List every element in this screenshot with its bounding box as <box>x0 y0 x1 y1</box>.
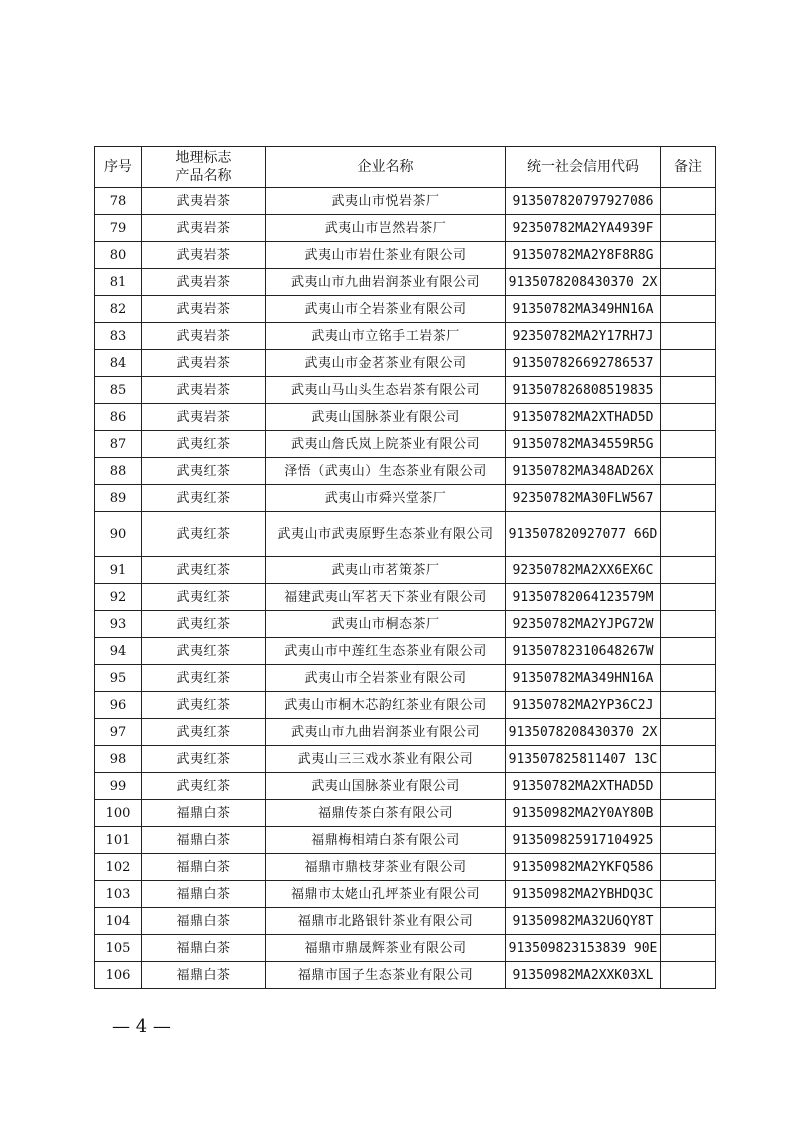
table-row <box>95 485 716 512</box>
company-name-cell: 福鼎传茶白茶有限公司 <box>266 800 506 827</box>
row-number-cell: 104 <box>95 908 142 935</box>
table-row <box>95 800 716 827</box>
product-name-cell: 武夷红茶 <box>142 458 266 485</box>
product-name-cell: 武夷红茶 <box>142 773 266 800</box>
row-number-cell: 80 <box>95 242 142 269</box>
header-product-line2: 产品名称 <box>175 168 232 184</box>
table-row <box>95 908 716 935</box>
remark-cell <box>661 485 716 512</box>
company-name-cell: 福鼎市国子生态茶业有限公司 <box>266 962 506 989</box>
credit-code-cell: 92350782MA30FLW567 <box>506 485 661 512</box>
remark-cell <box>661 800 716 827</box>
row-number-cell: 79 <box>95 215 142 242</box>
remark-cell <box>661 377 716 404</box>
table-row <box>95 638 716 665</box>
table-row <box>95 323 716 350</box>
company-name-cell: 福建武夷山军茗天下茶业有限公司 <box>266 584 506 611</box>
product-name-cell: 武夷岩茶 <box>142 215 266 242</box>
credit-code-cell: 91350782MA2Y8F8R8G <box>506 242 661 269</box>
company-name-cell: 武夷山市金茗茶业有限公司 <box>266 350 506 377</box>
row-number-cell: 91 <box>95 557 142 584</box>
header-product-line1: 地理标志 <box>175 150 232 166</box>
row-number-cell: 92 <box>95 584 142 611</box>
row-number-cell: 103 <box>95 881 142 908</box>
credit-code-cell: 913509825917104925 <box>506 827 661 854</box>
product-name-cell: 武夷红茶 <box>142 512 266 557</box>
table-row <box>95 350 716 377</box>
remark-cell <box>661 458 716 485</box>
row-number-cell: 97 <box>95 719 142 746</box>
company-name-cell: 武夷山市桐木芯韵红茶业有限公司 <box>266 692 506 719</box>
credit-code-cell: 91350982MA32U6QY8T <box>506 908 661 935</box>
remark-cell <box>661 611 716 638</box>
remark-cell <box>661 404 716 431</box>
credit-code-cell: 91350782MA349HN16A <box>506 665 661 692</box>
remark-cell <box>661 935 716 962</box>
company-name-cell: 武夷山市九曲岩润茶业有限公司 <box>266 269 506 296</box>
company-name-cell: 福鼎梅相靖白茶有限公司 <box>266 827 506 854</box>
row-number-cell: 90 <box>95 512 142 557</box>
credit-code-cell: 9135078208430370 2X <box>506 269 661 296</box>
table-header-row <box>95 147 716 188</box>
remark-cell <box>661 188 716 215</box>
credit-code-cell: 91350782MA349HN16A <box>506 296 661 323</box>
row-number-cell: 94 <box>95 638 142 665</box>
company-name-cell: 武夷山市仝岩茶业有限公司 <box>266 665 506 692</box>
credit-code-cell: 92350782MA2YJPG72W <box>506 611 661 638</box>
header-credit-code: 统一社会信用代码 <box>506 147 661 188</box>
product-name-cell: 福鼎白茶 <box>142 854 266 881</box>
product-name-cell: 福鼎白茶 <box>142 962 266 989</box>
remark-cell <box>661 431 716 458</box>
remark-cell <box>661 296 716 323</box>
product-name-cell: 福鼎白茶 <box>142 908 266 935</box>
company-name-cell: 武夷山市茗策茶厂 <box>266 557 506 584</box>
company-name-cell: 武夷山国脉茶业有限公司 <box>266 404 506 431</box>
product-name-cell: 武夷红茶 <box>142 611 266 638</box>
remark-cell <box>661 719 716 746</box>
row-number-cell: 81 <box>95 269 142 296</box>
remark-cell <box>661 665 716 692</box>
table-row <box>95 719 716 746</box>
credit-code-cell: 91350982MA2YBHDQ3C <box>506 881 661 908</box>
table-row <box>95 692 716 719</box>
remark-cell <box>661 242 716 269</box>
row-number-cell: 106 <box>95 962 142 989</box>
row-number-cell: 83 <box>95 323 142 350</box>
remark-cell <box>661 350 716 377</box>
row-number-cell: 84 <box>95 350 142 377</box>
credit-code-cell: 91350782MA34559R5G <box>506 431 661 458</box>
row-number-cell: 101 <box>95 827 142 854</box>
table-row <box>95 215 716 242</box>
product-name-cell: 武夷岩茶 <box>142 323 266 350</box>
credit-code-cell: 91350982MA2YKFQ586 <box>506 854 661 881</box>
company-name-cell: 武夷山市舜兴堂茶厂 <box>266 485 506 512</box>
header-company: 企业名称 <box>266 147 506 188</box>
company-name-cell: 武夷山马山头生态岩茶有限公司 <box>266 377 506 404</box>
product-name-cell: 武夷岩茶 <box>142 188 266 215</box>
credit-code-cell: 91350782MA2XTHAD5D <box>506 773 661 800</box>
remark-cell <box>661 638 716 665</box>
product-name-cell: 武夷红茶 <box>142 485 266 512</box>
product-name-cell: 福鼎白茶 <box>142 827 266 854</box>
credit-code-cell: 92350782MA2XX6EX6C <box>506 557 661 584</box>
product-name-cell: 武夷红茶 <box>142 746 266 773</box>
row-number-cell: 82 <box>95 296 142 323</box>
header-remark: 备注 <box>661 147 716 188</box>
company-name-cell: 武夷山市仝岩茶业有限公司 <box>266 296 506 323</box>
remark-cell <box>661 269 716 296</box>
company-name-cell: 福鼎市鼎晟辉茶业有限公司 <box>266 935 506 962</box>
credit-code-cell: 92350782MA2YA4939F <box>506 215 661 242</box>
row-number-cell: 87 <box>95 431 142 458</box>
company-name-cell: 武夷山市桐态茶厂 <box>266 611 506 638</box>
company-name-cell: 武夷山三三戏水茶业有限公司 <box>266 746 506 773</box>
row-number-cell: 99 <box>95 773 142 800</box>
remark-cell <box>661 557 716 584</box>
company-name-cell: 武夷山国脉茶业有限公司 <box>266 773 506 800</box>
product-name-cell: 武夷岩茶 <box>142 296 266 323</box>
remark-cell <box>661 584 716 611</box>
table-row <box>95 827 716 854</box>
row-number-cell: 78 <box>95 188 142 215</box>
company-name-cell: 武夷山詹氏岚上院茶业有限公司 <box>266 431 506 458</box>
company-name-cell: 福鼎市北路银针茶业有限公司 <box>266 908 506 935</box>
product-name-cell: 武夷岩茶 <box>142 350 266 377</box>
credit-code-cell: 91350782MA2YP36C2J <box>506 692 661 719</box>
remark-cell <box>661 215 716 242</box>
remark-cell <box>661 512 716 557</box>
product-name-cell: 武夷红茶 <box>142 584 266 611</box>
row-number-cell: 96 <box>95 692 142 719</box>
credit-code-cell: 913507820927077 66D <box>506 512 661 557</box>
row-number-cell: 89 <box>95 485 142 512</box>
product-name-cell: 福鼎白茶 <box>142 800 266 827</box>
product-name-cell: 武夷红茶 <box>142 638 266 665</box>
table-row <box>95 377 716 404</box>
remark-cell <box>661 827 716 854</box>
company-name-cell: 武夷山市岩仕茶业有限公司 <box>266 242 506 269</box>
credit-code-cell: 913507825811407 13C <box>506 746 661 773</box>
company-name-cell: 武夷山市中莲红生态茶业有限公司 <box>266 638 506 665</box>
table-row <box>95 431 716 458</box>
credit-code-cell: 913507826692786537 <box>506 350 661 377</box>
remark-cell <box>661 746 716 773</box>
table-row <box>95 584 716 611</box>
header-product <box>142 147 266 188</box>
company-list-table <box>94 146 716 989</box>
remark-cell <box>661 323 716 350</box>
company-name-cell: 武夷山市悦岩茶厂 <box>266 188 506 215</box>
table-row <box>95 512 716 557</box>
remark-cell <box>661 881 716 908</box>
credit-code-cell: 91350782310648267W <box>506 638 661 665</box>
table-row <box>95 854 716 881</box>
table-row <box>95 404 716 431</box>
company-name-cell: 泽悟（武夷山）生态茶业有限公司 <box>266 458 506 485</box>
product-name-cell: 武夷岩茶 <box>142 404 266 431</box>
product-name-cell: 福鼎白茶 <box>142 881 266 908</box>
company-name-cell: 武夷山市立铭手工岩茶厂 <box>266 323 506 350</box>
remark-cell <box>661 908 716 935</box>
company-name-cell: 福鼎市太姥山孔坪茶业有限公司 <box>266 881 506 908</box>
row-number-cell: 86 <box>95 404 142 431</box>
credit-code-cell: 91350782MA2XTHAD5D <box>506 404 661 431</box>
company-name-cell: 福鼎市鼎枝芽茶业有限公司 <box>266 854 506 881</box>
row-number-cell: 93 <box>95 611 142 638</box>
table-row <box>95 611 716 638</box>
table-row <box>95 242 716 269</box>
product-name-cell: 武夷红茶 <box>142 431 266 458</box>
row-number-cell: 100 <box>95 800 142 827</box>
table-row <box>95 665 716 692</box>
credit-code-cell: 913509823153839 90E <box>506 935 661 962</box>
company-name-cell: 武夷山市岂然岩茶厂 <box>266 215 506 242</box>
row-number-cell: 98 <box>95 746 142 773</box>
remark-cell <box>661 854 716 881</box>
table-row <box>95 773 716 800</box>
table-row <box>95 188 716 215</box>
table-row <box>95 935 716 962</box>
product-name-cell: 武夷红茶 <box>142 665 266 692</box>
row-number-cell: 85 <box>95 377 142 404</box>
product-name-cell: 福鼎白茶 <box>142 935 266 962</box>
table-row <box>95 962 716 989</box>
row-number-cell: 88 <box>95 458 142 485</box>
product-name-cell: 武夷红茶 <box>142 692 266 719</box>
product-name-cell: 武夷红茶 <box>142 719 266 746</box>
credit-code-cell: 91350982MA2XXK03XL <box>506 962 661 989</box>
company-name-cell: 武夷山市九曲岩润茶业有限公司 <box>266 719 506 746</box>
credit-code-cell: 92350782MA2Y17RH7J <box>506 323 661 350</box>
table-row <box>95 881 716 908</box>
header-seq: 序号 <box>95 147 142 188</box>
credit-code-cell: 9135078208430370 2X <box>506 719 661 746</box>
credit-code-cell: 91350982MA2Y0AY80B <box>506 800 661 827</box>
page-number: — 4 — <box>112 1016 171 1037</box>
product-name-cell: 武夷岩茶 <box>142 377 266 404</box>
row-number-cell: 105 <box>95 935 142 962</box>
credit-code-cell: 913507826808519835 <box>506 377 661 404</box>
table-row <box>95 296 716 323</box>
remark-cell <box>661 962 716 989</box>
credit-code-cell: 913507820797927086 <box>506 188 661 215</box>
table-body <box>95 188 716 989</box>
company-name-cell: 武夷山市武夷原野生态茶业有限公司 <box>266 512 506 557</box>
product-name-cell: 武夷岩茶 <box>142 269 266 296</box>
table-row <box>95 458 716 485</box>
remark-cell <box>661 773 716 800</box>
product-name-cell: 武夷岩茶 <box>142 242 266 269</box>
row-number-cell: 95 <box>95 665 142 692</box>
credit-code-cell: 91350782MA348AD26X <box>506 458 661 485</box>
table-row <box>95 746 716 773</box>
table-row <box>95 269 716 296</box>
product-name-cell: 武夷红茶 <box>142 557 266 584</box>
row-number-cell: 102 <box>95 854 142 881</box>
table-row <box>95 557 716 584</box>
credit-code-cell: 91350782064123579M <box>506 584 661 611</box>
remark-cell <box>661 692 716 719</box>
